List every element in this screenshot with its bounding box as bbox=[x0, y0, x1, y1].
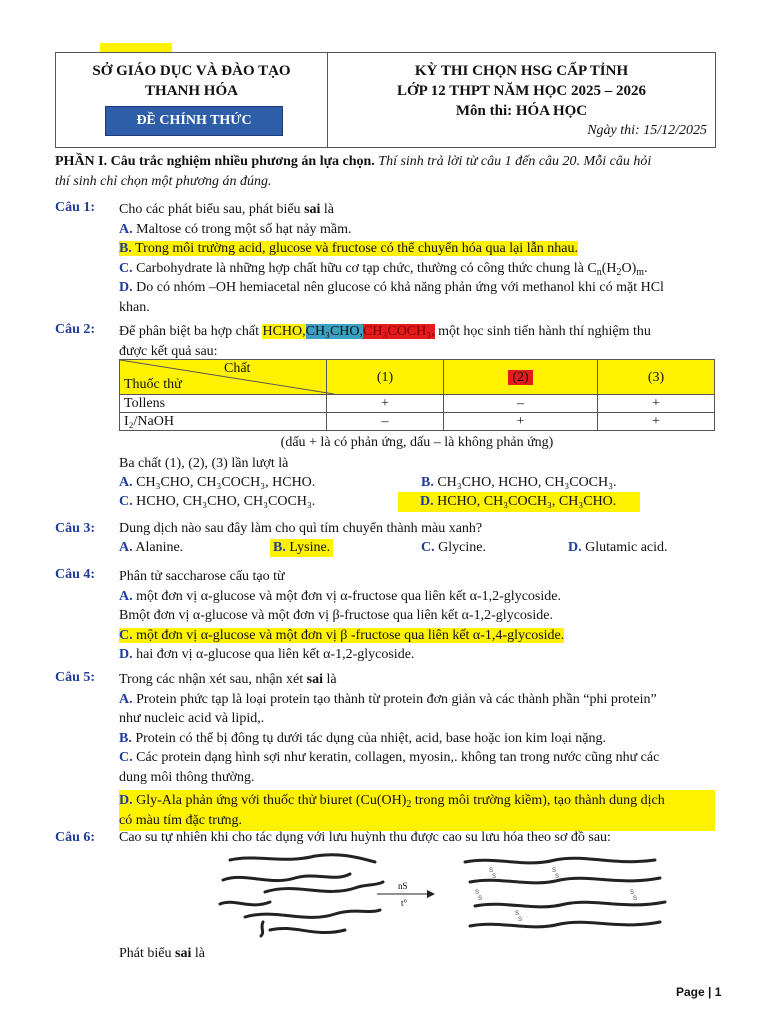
part1-instruction: Thí sinh trả lời từ câu 1 đến câu 20. Mỗi câu hỏi bbox=[374, 154, 652, 169]
svg-text:S: S bbox=[515, 911, 520, 917]
q6-label: Câu 6: bbox=[55, 830, 96, 845]
q3-option-c: C. Glycine. bbox=[421, 540, 486, 555]
part1-instruction-2: thí sinh chỉ chọn một phương án đúng. bbox=[55, 174, 272, 189]
exam-title-block bbox=[328, 61, 715, 121]
q4-option-c: C. một đơn vị α-glucose và một đơn vị β -fructose qua liên kết α-1,4-glycoside. bbox=[119, 627, 565, 643]
page-number: Page | 1 bbox=[676, 985, 722, 999]
table-head-reagent: Thuốc thử bbox=[124, 377, 182, 392]
compound-2: CH₃CHO, bbox=[305, 324, 364, 339]
official-stamp: ĐỀ CHÍNH THỨC bbox=[105, 106, 283, 136]
exam-subject: Môn thi: HÓA HỌC bbox=[455, 103, 588, 119]
q4-option-a: A. một đơn vị α-glucose và một đơn vị α-fructose qua liên kết α-1,2-glycoside. bbox=[119, 588, 561, 604]
q5-option-b: B. Protein có thể bị đông tụ dưới tác dụng của nhiệt, acid, base hoặc ion kim loại nặng. bbox=[119, 730, 606, 746]
part1-title: PHẦN I. Câu trắc nghiệm nhiều phương án lựa chọn. bbox=[55, 154, 375, 169]
q5-body bbox=[119, 670, 719, 831]
q2-stem: Để phân biệt ba hợp chất HCHO,CH₃CHO,CH₃COCH₃, một học sinh tiến hành thí nghiệm thu được kết quả sau: bbox=[119, 324, 651, 359]
q3-option-d: D. Glutamic acid. bbox=[568, 540, 668, 555]
q5-label: Câu 5: bbox=[55, 670, 96, 685]
svg-text:S: S bbox=[475, 890, 480, 896]
svg-text:S: S bbox=[630, 890, 635, 896]
svg-text:S: S bbox=[489, 868, 494, 874]
arrow-label-bottom: t° bbox=[401, 898, 408, 908]
arrow-label-top: nS bbox=[398, 881, 408, 891]
svg-text:S: S bbox=[555, 874, 560, 880]
vulcanized-rubber-chains bbox=[465, 858, 665, 927]
table-col-2: (2) bbox=[444, 360, 598, 395]
reaction-arrow bbox=[377, 881, 435, 908]
compound-3: CH₃COCH₃, bbox=[363, 324, 435, 339]
q3-stem: Dung dịch nào sau đây làm cho quì tím chuyển thành màu xanh? bbox=[119, 521, 483, 536]
q1-body bbox=[119, 200, 719, 317]
q3-option-b: B. Lysine. bbox=[270, 539, 333, 557]
q4-label: Câu 4: bbox=[55, 567, 96, 582]
department-name: SỞ GIÁO DỤC VÀ ĐÀO TẠO bbox=[92, 63, 291, 79]
table-note: (dấu + là có phản ứng, dấu – là không phản ứng) bbox=[280, 435, 554, 450]
q4-stem: Phân tử saccharose cấu tạo từ bbox=[119, 569, 285, 584]
q2-option-b: B. CH₃CHO, HCHO, CH₃COCH₃. bbox=[421, 475, 617, 490]
q1-option-d-cont: khan. bbox=[119, 299, 150, 315]
q2-option-d: D. HCHO, CH₃COCH₃, CH₃CHO. bbox=[398, 492, 640, 512]
q6-ask: Phát biểu sai là bbox=[119, 946, 205, 961]
exam-date: Ngày thi: 15/12/2025 bbox=[587, 123, 707, 138]
table-header-diagonal bbox=[120, 360, 327, 395]
exam-title: KỲ THI CHỌN HSG CẤP TỈNH bbox=[414, 63, 629, 79]
q5-option-a-cont: như nucleic acid và lipid,. bbox=[119, 711, 265, 726]
svg-text:S: S bbox=[492, 874, 497, 880]
q1-option-a: A. Maltose có trong một số hạt nảy mầm. bbox=[119, 221, 352, 237]
vulcanization-diagram bbox=[215, 852, 695, 952]
svg-text:S: S bbox=[552, 868, 557, 874]
q3-label: Câu 3: bbox=[55, 521, 96, 536]
svg-text:S: S bbox=[478, 896, 483, 902]
sulfur-bridges bbox=[475, 868, 637, 923]
q1-label: Câu 1: bbox=[55, 200, 96, 215]
table-col-3: (3) bbox=[597, 360, 714, 395]
q2-option-a: A. CH₃CHO, CH₃COCH₃, HCHO. bbox=[119, 475, 316, 490]
natural-rubber-chains bbox=[220, 855, 383, 936]
exam-header bbox=[55, 52, 716, 148]
province-name: THANH HÓA bbox=[145, 83, 238, 99]
compound-1: HCHO, bbox=[262, 324, 306, 339]
q4-body bbox=[119, 567, 719, 665]
q1-option-d: D. Do có nhóm –OH hemiacetal nên glucose có khả năng phản ứng với methanol khi có mặt HCl bbox=[119, 280, 664, 295]
q4-option-b: Bmột đơn vị α-glucose và một đơn vị β-fructose qua liên kết α-1,2-glycoside. bbox=[119, 608, 553, 623]
q1-option-b: B. Trong môi trường acid, glucose và fructose có thể chuyển hóa qua lại lẫn nhau. bbox=[119, 241, 579, 256]
q3-option-a: A. Alanine. bbox=[119, 540, 184, 555]
q4-option-d: D. hai đơn vị α-glucose qua liên kết α-1,2-glycoside. bbox=[119, 647, 415, 662]
q2-option-c: C. HCHO, CH₃CHO, CH₃COCH₃. bbox=[119, 494, 316, 509]
svg-text:S: S bbox=[518, 917, 523, 923]
table-head-substance: Chất bbox=[224, 361, 251, 376]
department-block bbox=[56, 61, 327, 101]
svg-text:S: S bbox=[633, 896, 638, 902]
q5-option-c: C. Các protein dạng hình sợi như keratin, collagen, myosin,. không tan trong nước cũng như các bbox=[119, 750, 660, 765]
q5-option-a: A. Protein phức tạp là loại protein tạo thành từ protein đơn giản và các thành phần “phi protein” bbox=[119, 691, 657, 707]
table-col-1: (1) bbox=[327, 360, 444, 395]
q5-stem: Trong các nhận xét sau, nhận xét sai là bbox=[119, 672, 337, 687]
q5-option-d: D. Gly-Ala phản ứng với thuốc thử biuret ($Cu(OH)_2$ trong môi trường kiềm), tạo thành dung dịch có màu tím đặc trưng. bbox=[119, 790, 715, 831]
q1-stem: Cho các phát biểu sau, phát biểu sai là bbox=[119, 202, 335, 217]
q5-option-c-cont: dung môi thông thường. bbox=[119, 769, 255, 785]
reagent-table bbox=[119, 359, 715, 431]
q1-option-c: C. Carbohydrate là những hợp chất hữu cơ tạp chức, thường có công thức chung là $C_n(H_2O)_m$. bbox=[119, 260, 648, 278]
q6-stem: Cao su tự nhiên khi cho tác dụng với lưu huỳnh thu được cao su lưu hóa theo sơ đồ sau: bbox=[119, 830, 611, 845]
table-row: I₂/NaOH – + + bbox=[120, 413, 715, 431]
q2-ask: Ba chất (1), (2), (3) lần lượt là bbox=[119, 456, 289, 471]
part1-heading bbox=[55, 152, 715, 192]
q2-label: Câu 2: bbox=[55, 322, 96, 337]
table-row: Tollens + – + bbox=[120, 395, 715, 413]
exam-grade-year: LỚP 12 THPT NĂM HỌC 2025 – 2026 bbox=[396, 83, 647, 99]
